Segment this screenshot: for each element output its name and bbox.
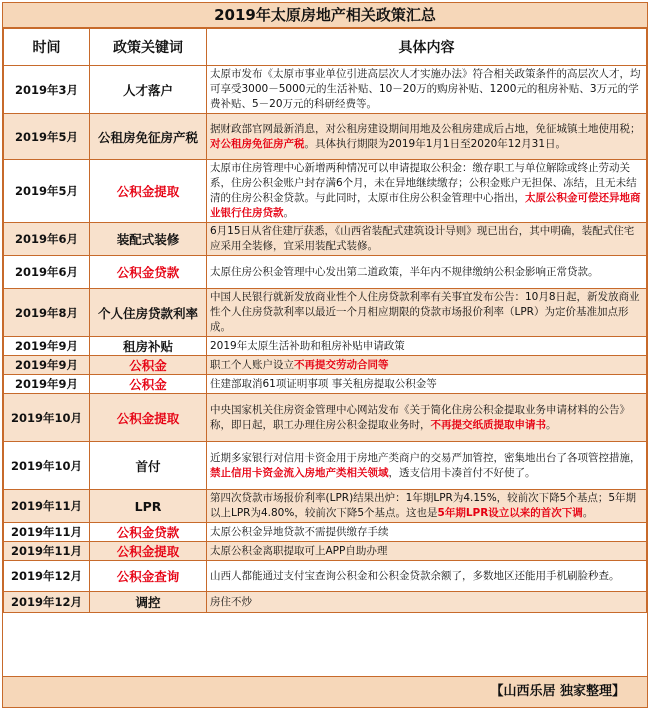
content-text: 住建部取消61项证明事项 事关租房提取公积金等 [210,377,437,390]
row-keyword: 公积金 [90,356,207,375]
table-row [4,561,647,592]
table-row [4,523,647,542]
highlighted-text: 禁止信用卡资金流入房地产类相关领域 [210,466,389,479]
table-row [4,337,647,356]
content-text: 据财政部官网最新消息，对公租房建设期间用地及公租房建成后占地，免征城镇土地使用税； [210,122,641,135]
row-content [207,592,647,613]
header-content: 具体内容 [207,29,647,66]
row-time: 2019年11月 [4,490,90,523]
content-text: 房住不炒 [210,595,252,608]
row-keyword: LPR [90,490,207,523]
policy-table [3,28,647,613]
footer-credit: 【山西乐居 独家整理】 [3,676,647,707]
content-text: 6月15日从省住建厅获悉，《山西省装配式建筑设计导则》现已出台，其中明确，装配式住宅应采用全装修，宜采用装配式装修。 [210,225,635,252]
row-keyword: 租房补贴 [90,337,207,356]
content-text: ，透支信用卡凑首付不好使了。 [388,466,536,479]
row-keyword: 装配式装修 [90,223,207,256]
content-text: 2019年太原生活补助和租房补贴申请政策 [210,339,405,352]
row-keyword: 公积金提取 [90,542,207,561]
row-time: 2019年12月 [4,561,90,592]
highlighted-text: 5年期LPR设立以来的首次下调 [437,507,583,519]
row-content [207,542,647,561]
table-row [4,592,647,613]
row-content [207,490,647,523]
row-content [207,289,647,337]
content-text: 近期多家银行对信用卡资金用于房地产类商户的交易严加管控，密集地出台了各项管控措施， [210,451,641,464]
row-keyword: 个人住房贷款利率 [90,289,207,337]
row-time: 2019年12月 [4,592,90,613]
highlighted-text: 太原公积金可偿还异地商业银行住房贷款 [210,192,641,219]
content-text: 太原住房公积金管理中心发出第二道政策，半年内不规律缴纳公积金影响正常贷款。 [210,265,599,278]
content-text: 太原市发布《太原市事业单位引进高层次人才实施办法》符合相关政策条件的高层次人才，均可享受3000－5000元的生活补贴、10－20万的购房补贴、1200元的租房补贴、3万元的学费补贴、5－20万元的科研经费等。 [210,68,641,110]
row-keyword: 公积金贷款 [90,523,207,542]
row-content [207,523,647,542]
content-text: 山西人都能通过支付宝查询公积金和公积金贷款余额了，多数地区还能用手机刷脸秒查。 [210,569,620,582]
row-time: 2019年3月 [4,66,90,114]
header-keyword: 政策关键词 [90,29,207,66]
content-text: 。 [546,418,557,431]
content-text: 太原公积金异地贷款不需提供缴存手续 [210,525,389,538]
row-time: 2019年6月 [4,256,90,289]
content-text: 。具体执行期限为2019年1月1日至2020年12月31日。 [304,137,567,150]
content-text: 第四次贷款市场报价利率(LPR)结果出炉：1年期LPR为4.15%，较前次下降5个基点；5年期以上LPR为4.80%，较前次下降5个基点。这也是 [210,492,637,519]
table-row [4,542,647,561]
row-content [207,114,647,160]
row-time: 2019年9月 [4,375,90,394]
row-time: 2019年11月 [4,523,90,542]
row-time: 2019年10月 [4,442,90,490]
row-keyword: 公积金贷款 [90,256,207,289]
row-time: 2019年10月 [4,394,90,442]
row-content [207,356,647,375]
row-time: 2019年5月 [4,114,90,160]
table-row [4,160,647,223]
row-content [207,561,647,592]
row-time: 2019年9月 [4,337,90,356]
row-content [207,337,647,356]
row-time: 2019年5月 [4,160,90,223]
row-time: 2019年11月 [4,542,90,561]
highlighted-text: 不再提交劳动合同等 [294,358,389,371]
table-row [4,114,647,160]
row-keyword: 人才落户 [90,66,207,114]
row-keyword: 公积金 [90,375,207,394]
content-text: 中国人民银行就新发放商业性个人住房贷款利率有关事宜发布公告：10月8日起，新发放商业性个人住房贷款利率以最近一个月相应期限的贷款市场报价利率（LPR）为定价基准加点形成。 [210,291,640,333]
policy-summary-table-panel [2,2,648,708]
content-text: 中央国家机关住房资金管理中心网站发布《关于简化住房公积金提取业务申请材料的公告》称，即日起，职工办理住房公积金提取业务时， [210,403,630,431]
highlighted-text: 对公租房免征房产税 [210,137,305,150]
table-row [4,66,647,114]
content-text: 。 [283,207,294,219]
content-text: 。 [582,507,594,519]
content-text: 职工个人账户设立 [210,358,294,371]
table-header-row [4,29,647,66]
row-content [207,256,647,289]
table-row [4,375,647,394]
row-content [207,442,647,490]
row-time: 2019年8月 [4,289,90,337]
table-row [4,256,647,289]
table-row [4,442,647,490]
table-row [4,223,647,256]
header-time: 时间 [4,29,90,66]
row-content [207,160,647,223]
row-keyword: 公积金提取 [90,160,207,223]
row-keyword: 公租房免征房产税 [90,114,207,160]
highlighted-text: 不再提交纸质提取申请书 [430,418,546,431]
row-content [207,223,647,256]
row-keyword: 首付 [90,442,207,490]
row-time: 2019年6月 [4,223,90,256]
table-row [4,490,647,523]
row-keyword: 公积金查询 [90,561,207,592]
content-text: 太原公积金离职提取可上APP自助办理 [210,544,388,557]
row-content [207,66,647,114]
table-row [4,289,647,337]
row-content [207,394,647,442]
content-text: 太原市住房管理中心新增两种情况可以申请提取公积金：缴存职工与单位解除或终止劳动关系，住房公积金账户封存满6个月，未在异地继续缴存；公积金账户无担保、冻结，且无未结清的住房公积金贷款。与此同时，太原市住房公积金管理中心指出， [210,162,637,204]
row-time: 2019年9月 [4,356,90,375]
row-content [207,375,647,394]
page-title: 2019年太原房地产相关政策汇总 [3,3,647,28]
table-row [4,394,647,442]
row-keyword: 公积金提取 [90,394,207,442]
table-row [4,356,647,375]
row-keyword: 调控 [90,592,207,613]
